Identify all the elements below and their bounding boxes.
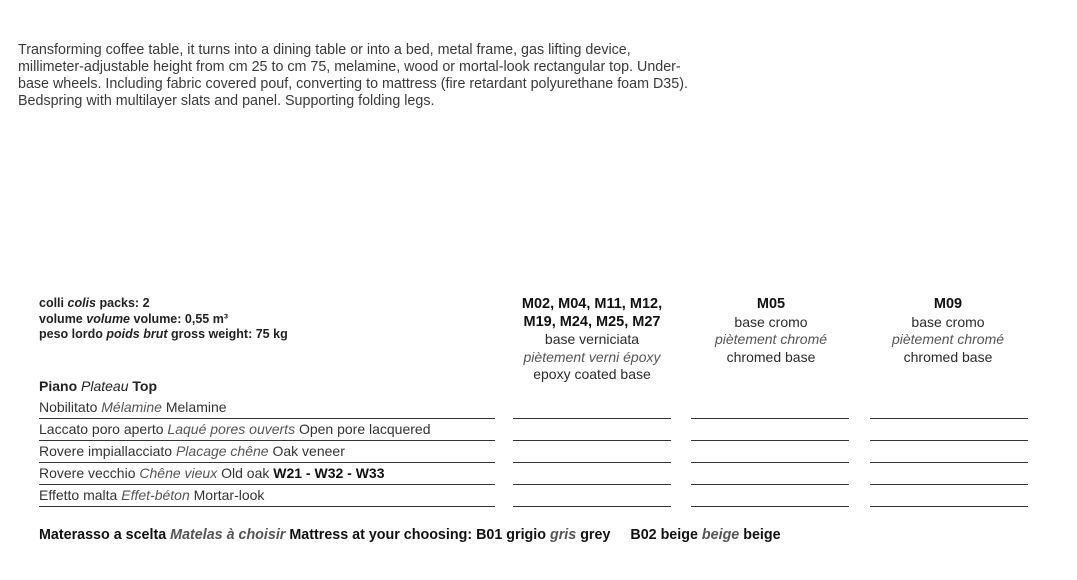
column-label-it: base verniciata [544,331,640,347]
order-cell[interactable] [513,463,671,485]
finish-codes: W21 - W32 - W33 [273,465,385,481]
column-codes: M05 [756,296,786,312]
base-column-chrome-m05 [688,296,854,366]
column-label-it: base cromo [734,313,808,330]
finish-row: Laccato poro aperto Laqué pores ouverts Open pore lacquered [39,419,495,441]
finish-row: Rovere impiallacciato Placage chêne Oak veneer [39,441,495,463]
order-cell[interactable] [870,463,1028,485]
column-label-en: epoxy coated base [533,366,651,382]
description-line: Transforming coffee table, it turns into a dining table or into a bed, metal frame, gas lifting device, [18,42,631,58]
order-cell[interactable] [513,441,671,463]
column-label-en: chromed base [726,348,816,365]
finish-row: Nobilitato Mélamine Melamine [39,397,495,419]
description-line: Bedspring with multilayer slats and panel. Supporting folding legs. [18,93,435,109]
base-column-chrome-m09 [862,296,1034,366]
volume-row: volume volume volume: 0,55 m³ [39,311,229,326]
finish-row: Rovere vecchio Chêne vieux Old oak W21 - W32 - W33 [39,463,495,485]
column-label-fr: piètement verni époxy [523,348,661,365]
mattress-options: Materasso a scelta Matelas à choisir Mattress at your choosing: B01 grigio gris grey B02 beige beige beige [39,527,781,543]
column-label-fr: piètement chromé [891,331,1005,347]
order-cell[interactable] [691,441,849,463]
weight-row: peso lordo poids brut gross weight: 75 kg [39,327,288,341]
mattress-option-b01: B01 grigio [476,527,546,543]
product-description [18,42,738,110]
order-cell[interactable] [691,397,849,419]
order-cell[interactable] [870,441,1028,463]
column-label-it: base cromo [911,313,985,330]
finish-row: Effetto malta Effet-béton Mortar-look [39,485,495,507]
column-label-fr: piètement chromé [714,331,828,347]
description-line: millimeter-adjustable height from cm 25 to cm 75, melamine, wood or mortal-look rectangular top. Under- [18,59,681,75]
order-cell[interactable] [691,463,849,485]
mattress-option-b02: B02 beige [630,527,698,543]
packs-row: colli colis packs: 2 [39,296,150,310]
column-codes: M19, M24, M25, M27 [523,313,661,330]
order-cell[interactable] [870,419,1028,441]
order-cell[interactable] [870,485,1028,507]
column-codes: M09 [933,296,963,312]
order-cell[interactable] [691,419,849,441]
column-label-en: chromed base [903,348,993,365]
order-cell[interactable] [513,485,671,507]
column-codes: M02, M04, M11, M12, [521,296,663,312]
packaging-info [39,296,288,343]
order-cell[interactable] [513,419,671,441]
order-cell[interactable] [513,397,671,419]
order-cell[interactable] [691,485,849,507]
top-section-heading: Piano Plateau Top [39,378,158,394]
order-cell[interactable] [870,397,1028,419]
description-line: base wheels. Including fabric covered pouf, converting to mattress (fire retardant polyurethane foam D35). [18,76,688,92]
base-column-epoxy [506,296,678,384]
